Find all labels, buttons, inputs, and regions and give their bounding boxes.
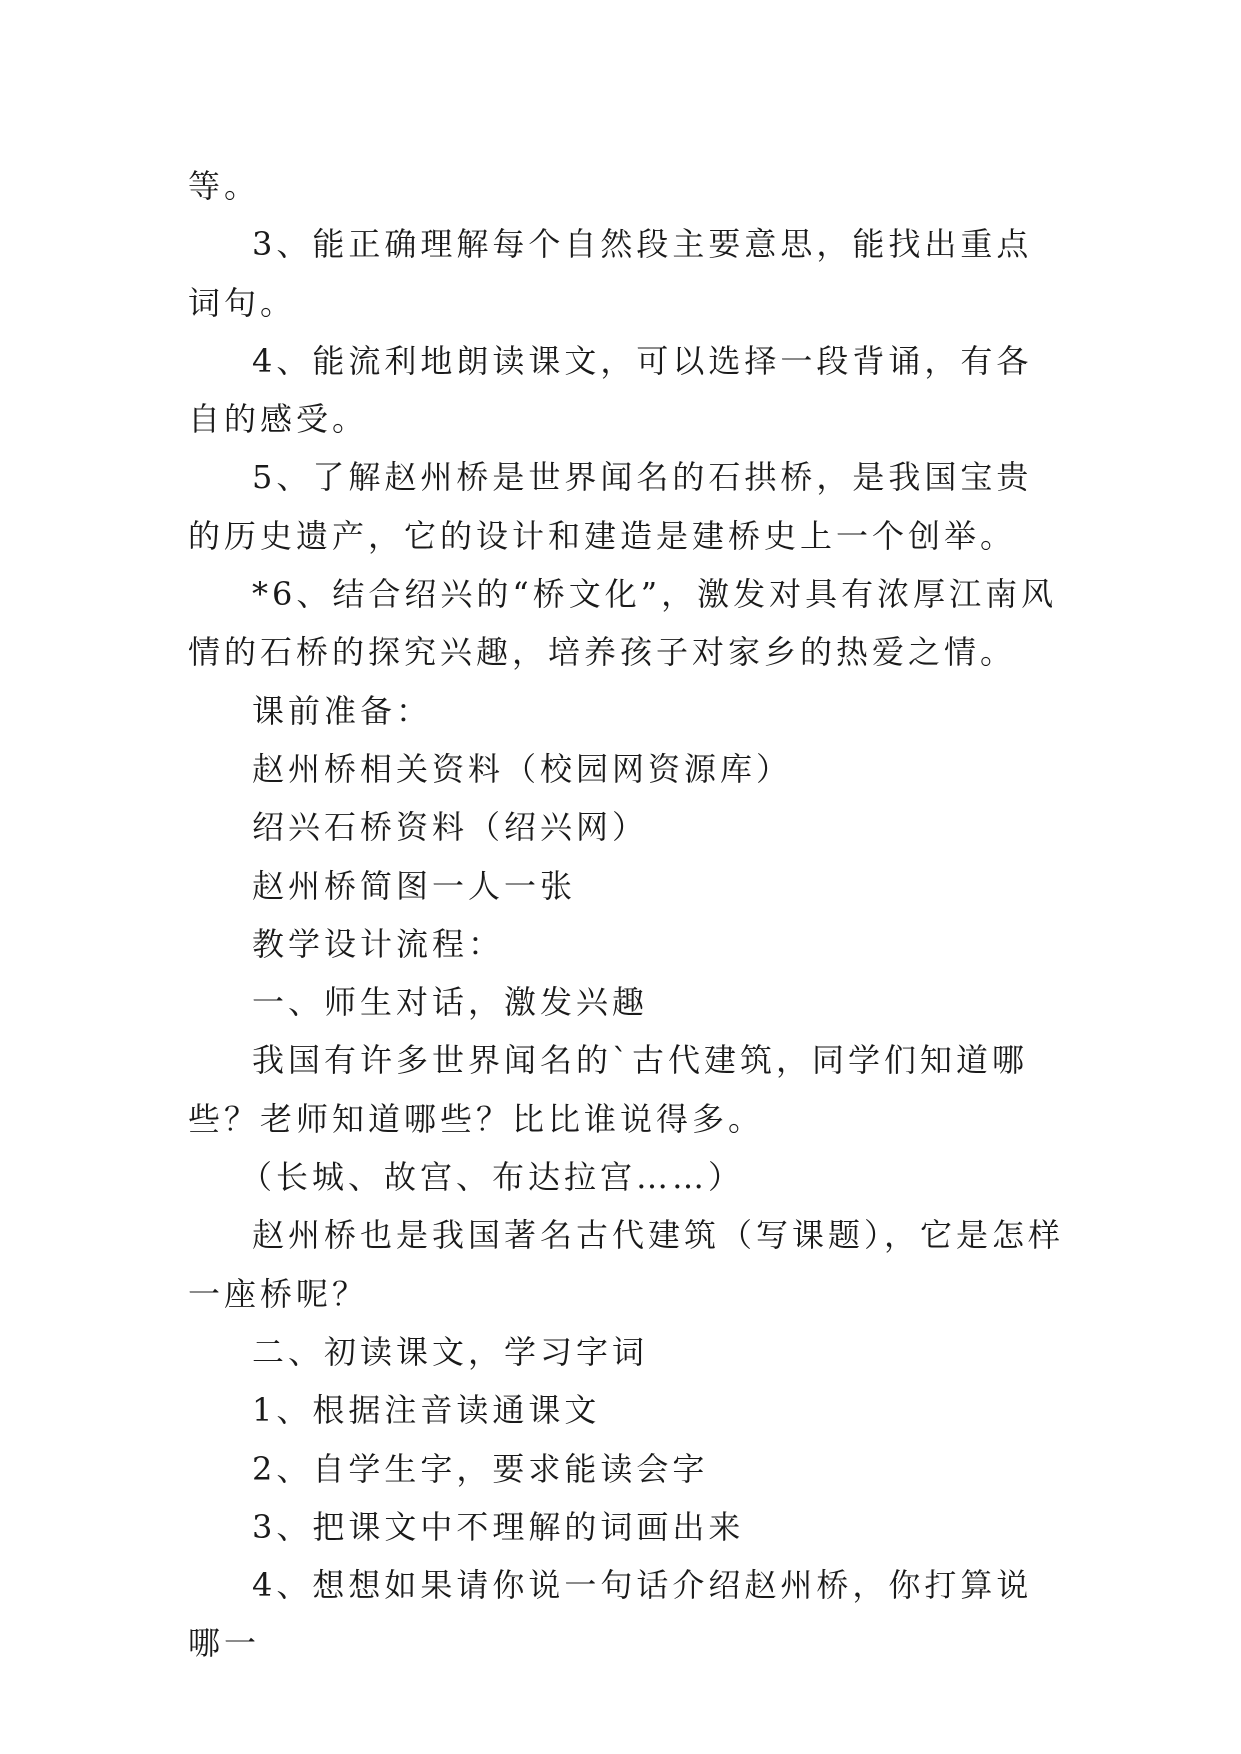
body-text — [188, 157, 1068, 1673]
list-item: 2、自学生字，要求能读会字 — [252, 1449, 709, 1488]
paragraph: 我国有许多世界闻名的`古代建筑，同学们知道哪些？老师知道哪些？比比谁说得多。 — [188, 1041, 1029, 1138]
list-item: 绍兴石桥资料（绍兴网） — [252, 808, 649, 847]
section-label: 课前准备： — [252, 691, 433, 730]
paragraph: 3、能正确理解每个自然段主要意思，能找出重点词句。 — [188, 225, 1033, 322]
paragraph: （长城、故宫、布达拉宫……） — [240, 1158, 745, 1197]
list-item: 4、想想如果请你说一句话介绍赵州桥，你打算说哪一 — [188, 1566, 1033, 1663]
paragraph: 等。 — [188, 167, 261, 205]
section-label: 教学设计流程： — [252, 924, 505, 963]
paragraph: 5、了解赵州桥是世界闻名的石拱桥，是我国宝贵的历史遗产，它的设计和建造是建桥史上一个创举。 — [188, 458, 1033, 555]
paragraph: 赵州桥也是我国著名古代建筑（写课题），它是怎样一座桥呢？ — [188, 1216, 1065, 1313]
list-item: 1、根据注音读通课文 — [252, 1391, 601, 1430]
list-item: 赵州桥相关资料（校园网资源库） — [252, 749, 793, 788]
section-heading: 一、师生对话，激发兴趣 — [252, 983, 649, 1022]
section-heading: 二、初读课文，学习字词 — [252, 1332, 649, 1371]
paragraph: 4、能流利地朗读课文，可以选择一段背诵，有各自的感受。 — [188, 341, 1033, 439]
list-item: 赵州桥简图一人一张 — [252, 866, 577, 905]
list-item: 3、把课文中不理解的词画出来 — [252, 1507, 745, 1546]
paragraph: *6、结合绍兴的“桥文化”，激发对具有浓厚江南风情的石桥的探究兴趣，培养孩子对家乡的热爱之情。 — [188, 575, 1058, 672]
